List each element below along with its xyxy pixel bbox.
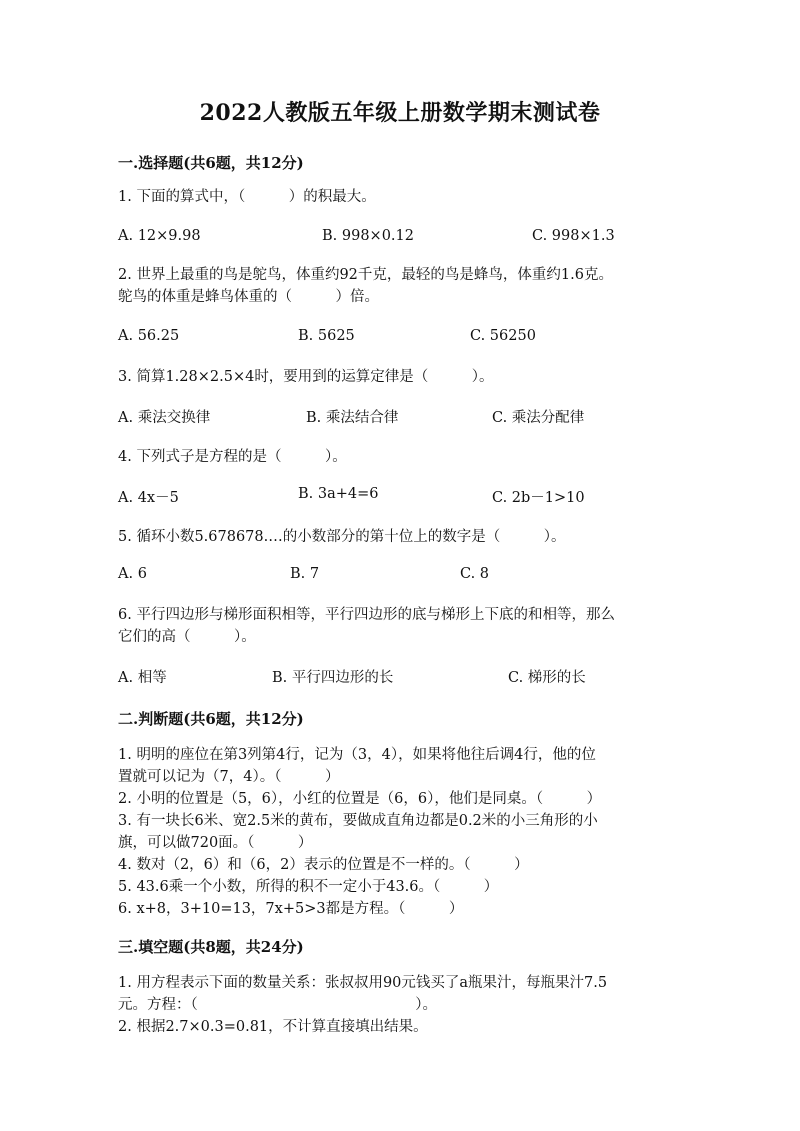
option-b: B. 3a+4=6 xyxy=(298,486,379,502)
option-c: C. 8 xyxy=(460,566,490,582)
judge-line: 5. 43.6乘一个小数，所得的积不一定小于43.6。（ ） xyxy=(118,879,499,895)
fill-line: 1. 用方程表示下面的数量关系：张叔叔用90元钱买了a瓶果汁，每瓶果汁7.5 xyxy=(118,975,608,991)
question-2-line1: 2. 世界上最重的鸟是鸵鸟，体重约92千克，最轻的鸟是蜂鸟，体重约1.6克。 xyxy=(118,267,613,283)
question-4: 4. 下列式子是方程的是（ ）。 xyxy=(118,449,347,465)
question-3: 3. 简算1.28×2.5×4时，要用到的运算定律是（ ）。 xyxy=(118,369,494,385)
question-6-line1: 6. 平行四边形与梯形面积相等，平行四边形的底与梯形上下底的和相等，那么 xyxy=(118,607,615,623)
judge-line: 2. 小明的位置是（5，6），小红的位置是（6，6），他们是同桌。（ ） xyxy=(118,791,602,807)
option-a: A. 相等 xyxy=(118,670,167,686)
option-c: C. 乘法分配律 xyxy=(492,410,585,426)
judge-line: 4. 数对（2，6）和（6，2）表示的位置是不一样的。（ ） xyxy=(118,857,529,873)
judge-line: 旗，可以做720面。（ ） xyxy=(118,835,313,851)
question-1: 1. 下面的算式中，（ ）的积最大。 xyxy=(118,189,376,205)
option-a: A. 12×9.98 xyxy=(118,228,201,244)
section-heading-choice: 一.选择题(共6题，共12分) xyxy=(118,154,304,172)
section-heading-judge: 二.判断题(共6题，共12分) xyxy=(118,710,304,728)
option-b: B. 7 xyxy=(290,566,320,582)
question-2-line2: 鸵鸟的体重是蜂鸟体重的（ ）倍。 xyxy=(118,289,379,305)
option-c: C. 56250 xyxy=(470,328,536,344)
fill-line: 2. 根据2.7×0.3=0.81，不计算直接填出结果。 xyxy=(118,1019,428,1035)
option-c: C. 998×1.3 xyxy=(532,228,615,244)
fill-line: 元。方程：（ ）。 xyxy=(118,997,437,1013)
option-c: C. 2b－1>10 xyxy=(492,490,585,506)
judge-line: 置就可以记为（7，4）。（ ） xyxy=(118,769,340,785)
judge-line: 3. 有一块长6米、宽2.5米的黄布，要做成直角边都是0.2米的小三角形的小 xyxy=(118,813,598,829)
question-6-line2: 它们的高（ ）。 xyxy=(118,629,256,645)
option-c: C. 梯形的长 xyxy=(508,670,586,686)
option-b: B. 998×0.12 xyxy=(322,228,414,244)
option-a: A. 56.25 xyxy=(118,328,180,344)
judge-line: 6. x+8，3+10=13，7x+5>3都是方程。（ ） xyxy=(118,901,464,917)
option-b: B. 乘法结合律 xyxy=(306,410,399,426)
option-b: B. 平行四边形的长 xyxy=(272,670,394,686)
judge-line: 1. 明明的座位在第3列第4行，记为（3，4），如果将他往后调4行，他的位 xyxy=(118,747,596,763)
option-a: A. 乘法交换律 xyxy=(118,410,211,426)
option-a: A. 6 xyxy=(118,566,147,582)
option-b: B. 5625 xyxy=(298,328,355,344)
page-title: 2022人教版五年级上册数学期末测试卷 xyxy=(199,100,601,126)
question-5: 5. 循环小数5.678678.…的小数部分的第十位上的数字是（ ）。 xyxy=(118,529,566,545)
option-a: A. 4x－5 xyxy=(118,490,179,506)
section-heading-fill: 三.填空题(共8题，共24分) xyxy=(118,938,304,956)
